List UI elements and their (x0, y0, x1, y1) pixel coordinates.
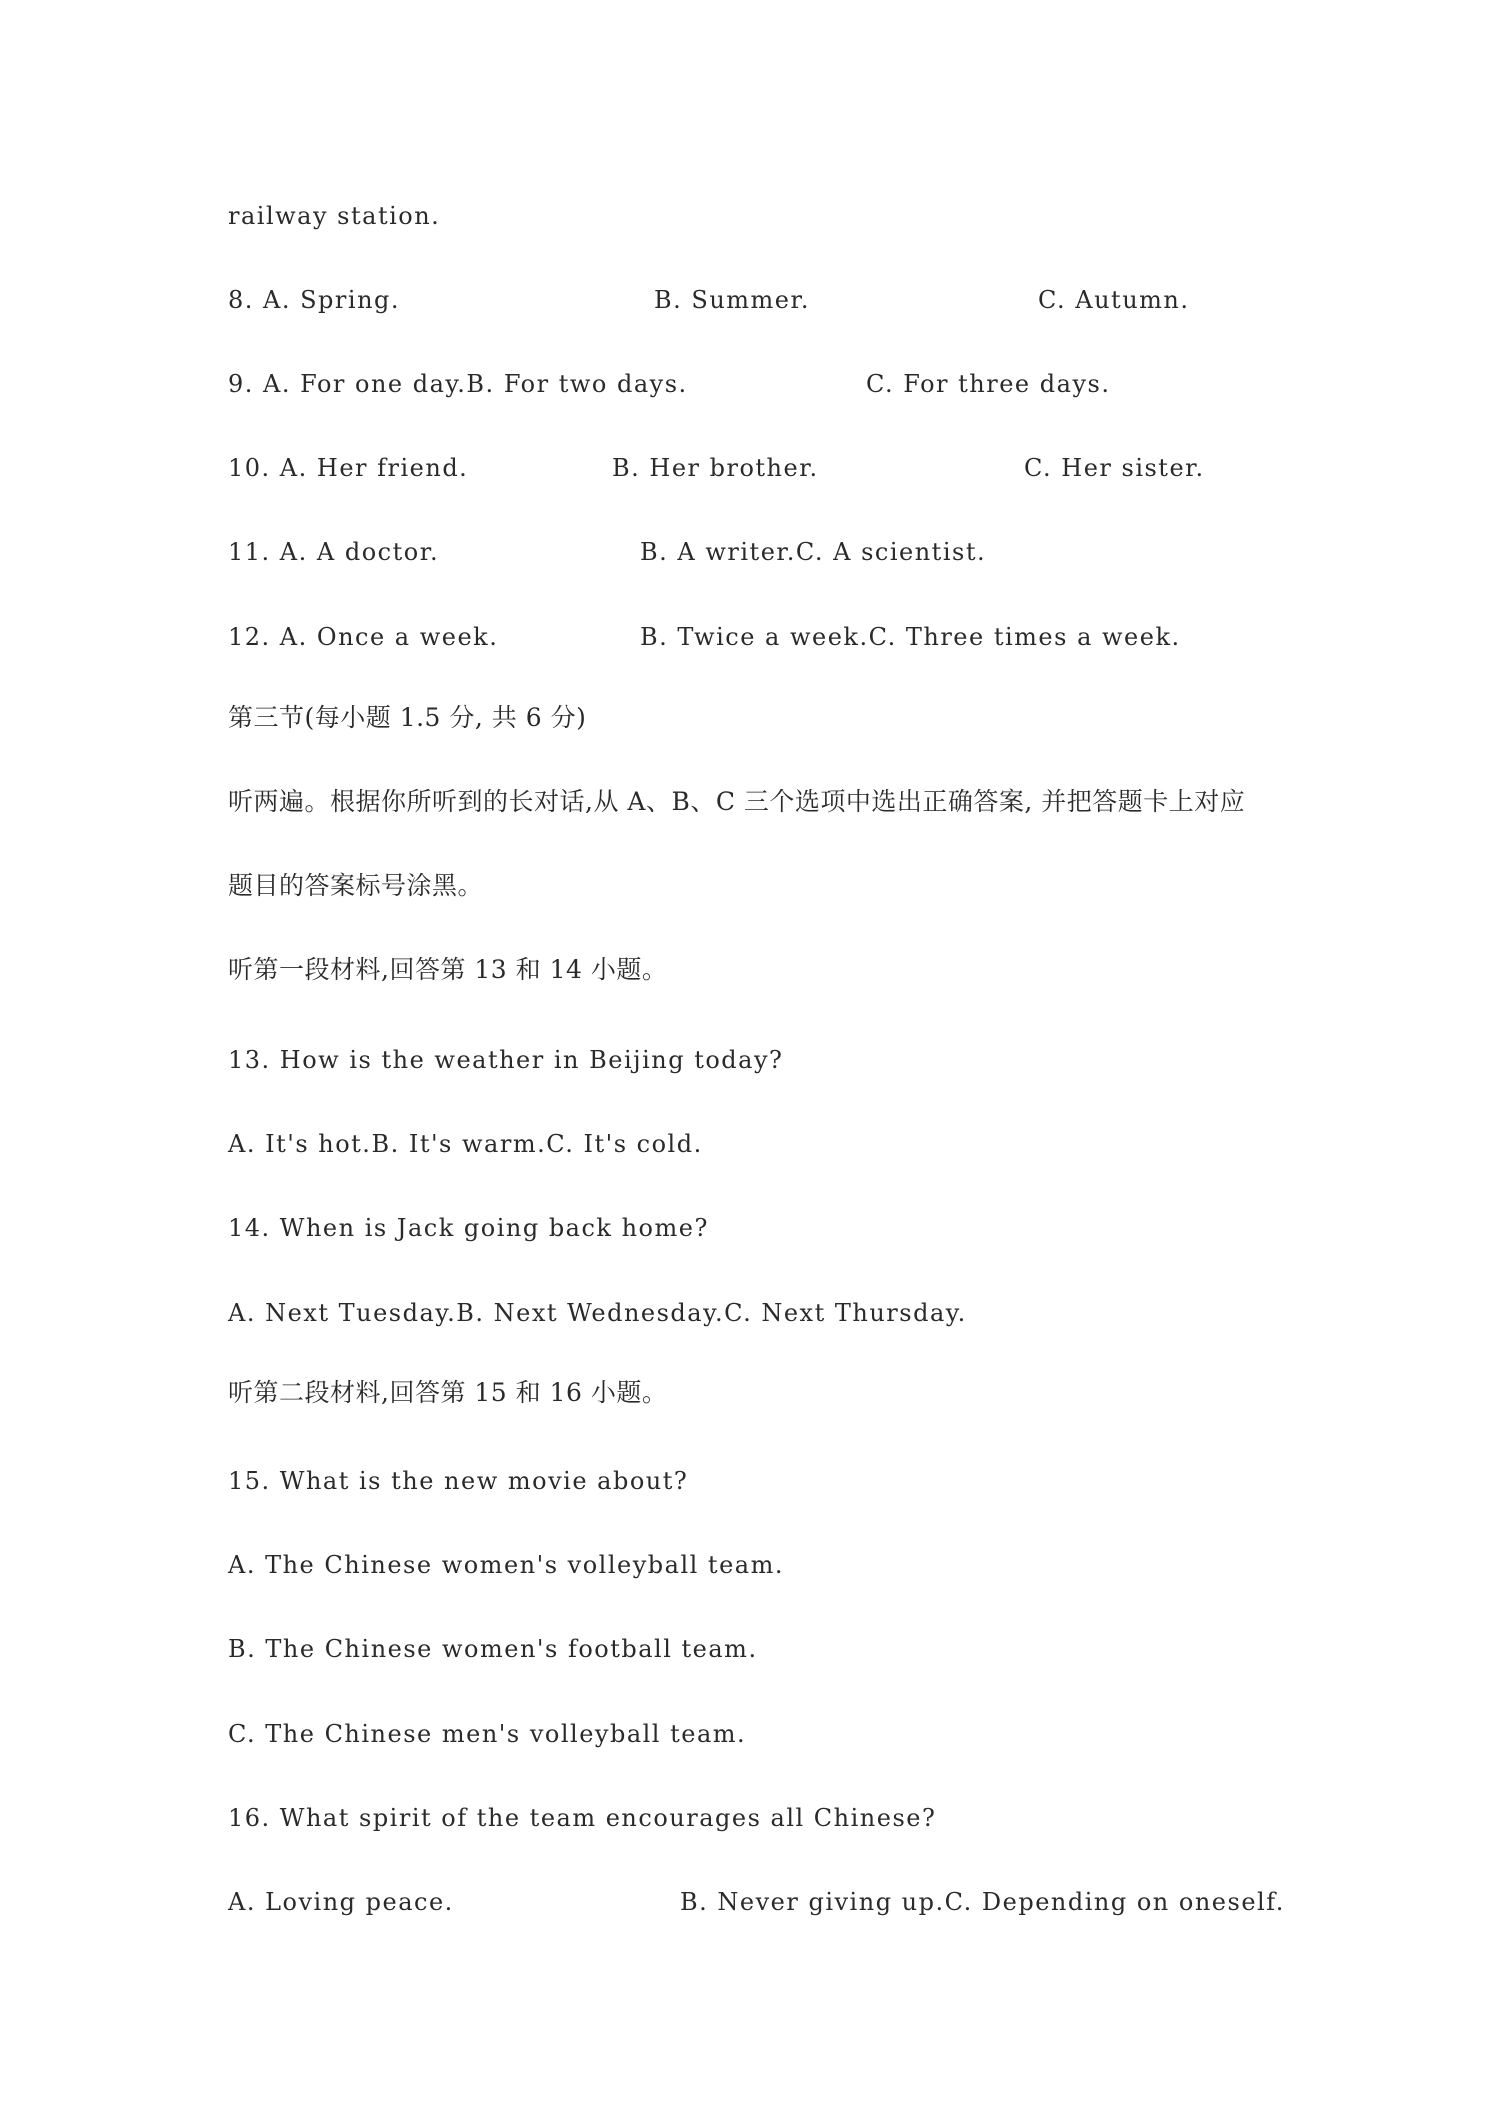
question-13-options: A. It's hot.B. It's warm.C. It's cold. (228, 1130, 703, 1158)
question-14: 14. When is Jack going back home? (228, 1214, 709, 1242)
section-3-instruction-line-1: 听两遍。根据你所听到的长对话,从 A、B、C 三个选项中选出正确答案, 并把答题卡上对应 (228, 787, 1246, 816)
question-13: 13. How is the weather in Beijing today? (228, 1046, 784, 1074)
question-15-option-c: C. The Chinese men's volleyball team. (228, 1720, 747, 1748)
q8-option-c: C. Autumn. (1038, 286, 1190, 314)
q12-options-bc: B. Twice a week.C. Three times a week. (640, 623, 1181, 651)
q16-options-bc: B. Never giving up.C. Depending on oneself. (680, 1888, 1285, 1916)
q9-options-ab: 9. A. For one day.B. For two days. (228, 370, 688, 398)
q10-option-b: B. Her brother. (612, 454, 819, 482)
q12-option-a: 12. A. Once a week. (228, 623, 499, 651)
question-15-option-b: B. The Chinese women's football team. (228, 1635, 758, 1663)
material-2-heading: 听第二段材料,回答第 15 和 16 小题。 (228, 1378, 668, 1407)
q10-option-a: 10. A. Her friend. (228, 454, 469, 482)
q16-option-a: A. Loving peace. (228, 1888, 454, 1916)
material-1-heading: 听第一段材料,回答第 13 和 14 小题。 (228, 955, 668, 984)
continued-text: railway station. (228, 202, 441, 230)
section-3-title: 第三节(每小题 1.5 分, 共 6 分) (228, 703, 587, 732)
section-3-instruction-line-2: 题目的答案标号涂黑。 (228, 871, 484, 900)
q11-option-a: 11. A. A doctor. (228, 538, 440, 566)
q9-option-c: C. For three days. (866, 370, 1111, 398)
question-16: 16. What spirit of the team encourages all Chinese? (228, 1804, 937, 1832)
question-15-option-a: A. The Chinese women's volleyball team. (228, 1551, 784, 1579)
question-15: 15. What is the new movie about? (228, 1467, 689, 1495)
q8-option-b: B. Summer. (654, 286, 810, 314)
q8-option-a: 8. A. Spring. (228, 286, 401, 314)
q11-options-bc: B. A writer.C. A scientist. (640, 538, 987, 566)
q10-option-c: C. Her sister. (1024, 454, 1205, 482)
question-14-options: A. Next Tuesday.B. Next Wednesday.C. Next Thursday. (228, 1299, 967, 1327)
